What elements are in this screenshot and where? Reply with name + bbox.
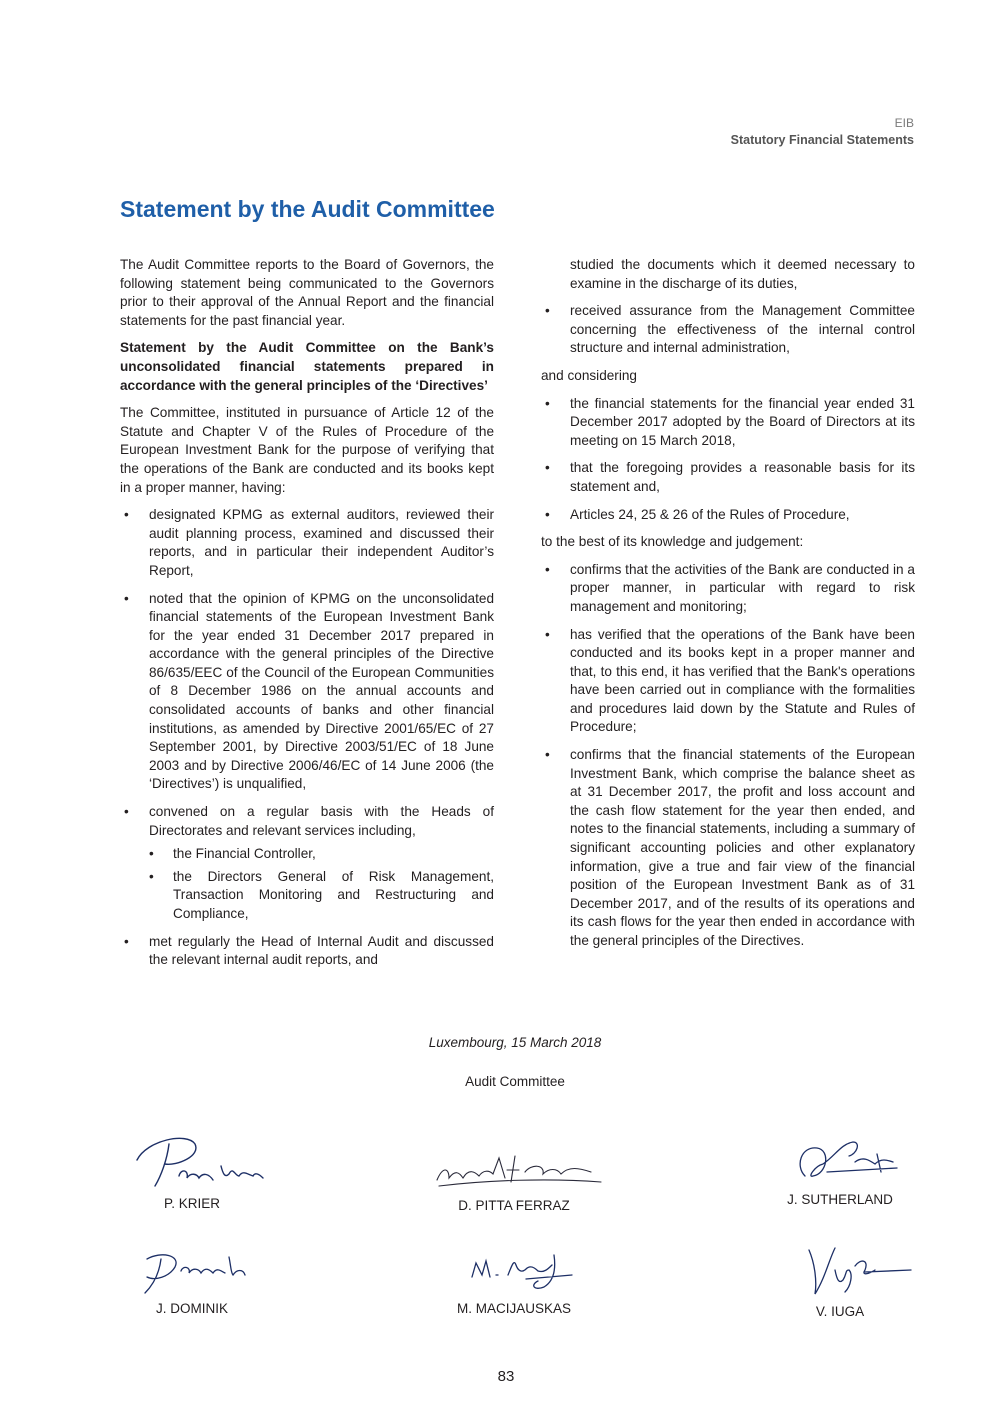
signature-pitta-ferraz [419, 1152, 609, 1194]
signatory-name: D. PITTA FERRAZ [458, 1198, 570, 1213]
signatory-name: V. IUGA [815, 1304, 865, 1319]
signature-block-dominik [82, 1245, 302, 1316]
signatory-name: J. DOMINIK [155, 1301, 228, 1316]
committee-paragraph: The Committee, instituted in pursuance of Article 12 of the Statute and Chapter V of the Rules of Procedure of the European Investment Bank for the purpose of verifying that the operations of the Bank are conducted and its books kept in a proper manner, having: [120, 405, 494, 495]
list-item [120, 803, 494, 924]
list-item: • noted that the opinion of KPMG on the unconsolidated financial statements of the European Investment Bank for the year ended 31 December 2017 prepared in accordance with the general principles of the Directive 86/635/EEC of the Council of the European Communities of 8 December 1986 on the annual accounts and consolidated accounts of banks and other financial institutions, as amended by Directive 2001/65/EC of 27 September 2001, by Directive 2003/51/EC of 18 June 2003 and by Directive 2006/46/EC of 14 June 2006 (the ‘Directives’) is unqualified, [120, 590, 494, 795]
list-item: • Articles 24, 25 & 26 of the Rules of Procedure, [541, 506, 915, 525]
signature-dominik [117, 1245, 267, 1297]
list-item: • confirms that the activities of the Bank are conducted in a proper manner, in particular with regard to risk management and monitoring; [541, 561, 915, 617]
list-item: • met regularly the Head of Internal Audit and discussed the relevant internal audit reports, and [120, 933, 494, 970]
list-item-text: convened on a regular basis with the Heads of Directorates and relevant services including, [149, 804, 494, 838]
assurance-list [541, 302, 915, 358]
list-item: • the financial statements for the financial year ended 31 December 2017 adopted by the Board of Directors at its meeting on 15 March 2018, [541, 395, 915, 451]
signatory-name: P. KRIER [163, 1196, 221, 1211]
page-title: Statement by the Audit Committee [120, 196, 495, 222]
and-considering: and considering [541, 367, 637, 383]
signature-block-sutherland [730, 1136, 950, 1207]
considering-list [541, 395, 915, 525]
continuation-text: studied the documents which it deemed necessary to examine in the discharge of its duties, [570, 257, 915, 291]
list-item: • that the foregoing provides a reasonable basis for its statement and, [541, 459, 915, 496]
intro-paragraph: The Audit Committee reports to the Board of Governors, the following statement being communicated to the Governors prior to their approval of the Annual Report and the financial statements for the past financial year. [120, 257, 494, 328]
signatory-name: J. SUTHERLAND [787, 1192, 893, 1207]
bold-heading: Statement by the Audit Committee on the Bank’s unconsolidated financial statements prepared in accordance with the general principles of the ‘Directives’ [120, 340, 494, 393]
sub-list-item: • the Directors General of Risk Management, Transaction Monitoring and Restructuring and Compliance, [149, 868, 494, 924]
right-column [541, 256, 915, 960]
to-the-best: to the best of its knowledge and judgement: [541, 534, 804, 550]
place-date: Luxembourg, 15 March 2018 [428, 1035, 602, 1050]
signature-block-iuga [730, 1240, 950, 1319]
list-item: • confirms that the financial statements of the European Investment Bank, which comprise the balance sheet as at 31 December 2017, the profit and loss account and the cash flow statement for the year then ended, and notes to the financial statements, including a summary of significant accounting policies and other explanatory information, give a true and fair view of the financial position of the European Investment Bank as of 31 December 2017, and of the results of its operations and its cash flows for the year then ended in accordance with the general principles of the Directives. [541, 746, 915, 951]
page-header [731, 115, 914, 149]
header-org: EIB [894, 116, 914, 130]
committee-label: Audit Committee [465, 1074, 565, 1089]
signatory-name: M. MACIJAUSKAS [456, 1301, 572, 1316]
signature-macijauskas [434, 1245, 594, 1297]
list-item: • received assurance from the Management Committee concerning the effectiveness of the internal control structure and internal administration, [541, 302, 915, 358]
signature-krier [117, 1130, 267, 1192]
page-number: 83 [497, 1368, 515, 1385]
having-list [120, 506, 494, 970]
list-item: • has verified that the operations of the Bank have been conducted and its books kept in a proper manner and that, to this end, it has verified that the Bank's operations have been carried out in compliance with the formalities and procedures laid down by the Statute and Rules of Procedure; [541, 626, 915, 738]
sub-list-item: • the Financial Controller, [149, 845, 494, 864]
left-column [120, 256, 494, 979]
signature-block-pitta-ferraz [404, 1152, 624, 1213]
sub-list [149, 845, 494, 923]
signature-block-krier [82, 1130, 302, 1211]
confirms-list [541, 561, 915, 951]
signature-iuga [765, 1240, 915, 1300]
signature-block-macijauskas [404, 1245, 624, 1316]
header-section: Statutory Financial Statements [730, 133, 914, 147]
signature-sutherland [765, 1136, 915, 1188]
list-item: • designated KPMG as external auditors, reviewed their audit planning process, examined and discussed their reports, and in particular their independent Auditor’s Report, [120, 506, 494, 580]
